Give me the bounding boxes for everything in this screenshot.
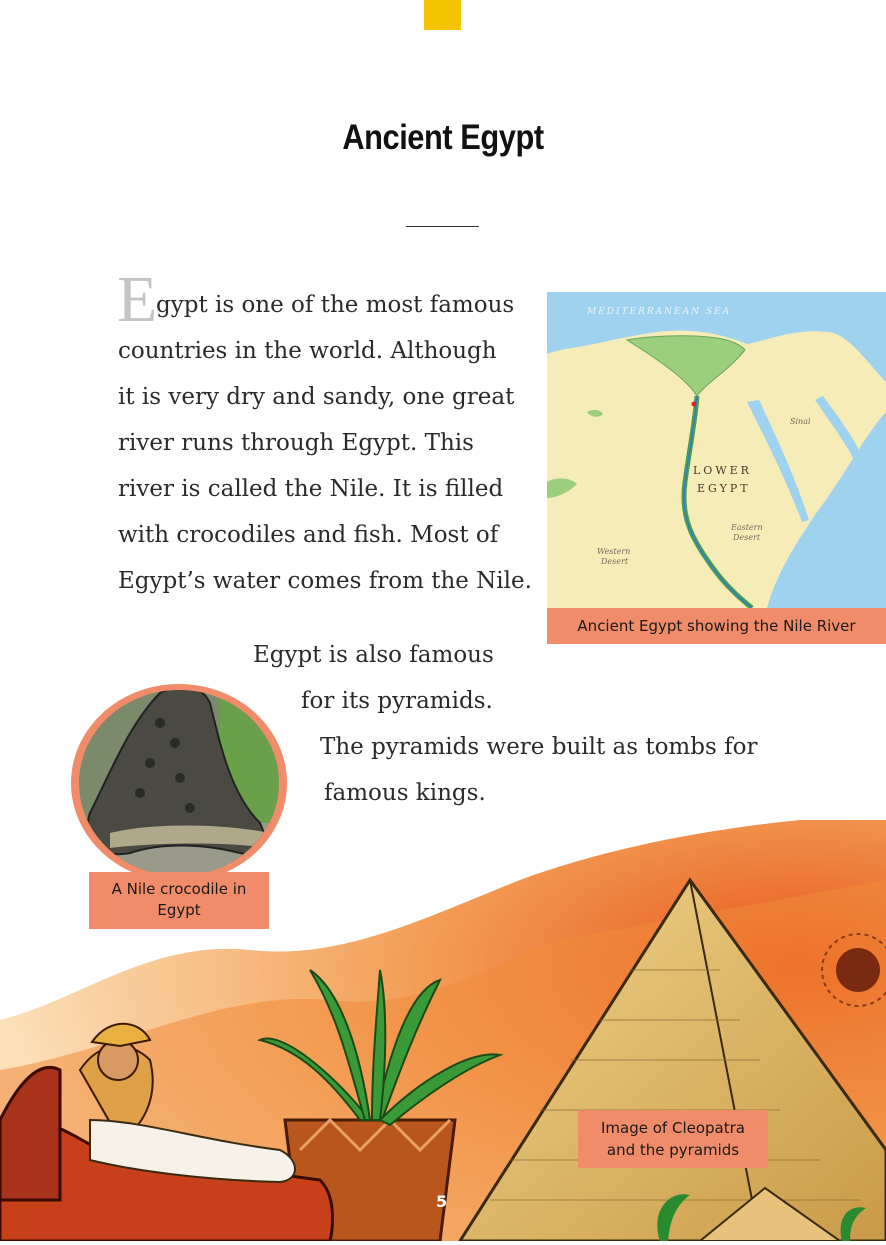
map-western-label: Western <box>597 547 631 556</box>
intro-line: river runs through Egypt. This <box>118 430 474 456</box>
pyramids-line: famous kings. <box>324 780 486 806</box>
intro-line: with crocodiles and fish. Most of <box>118 522 499 548</box>
scene-caption <box>578 1110 768 1168</box>
drop-cap: E <box>117 263 158 336</box>
map-sinai-label: Sinai <box>790 417 811 426</box>
scene-caption-line: Image of Cleopatra <box>601 1119 745 1137</box>
scene-caption-line: and the pyramids <box>606 1141 740 1159</box>
page-number: 5 <box>436 1192 448 1211</box>
pyramids-line: The pyramids were built as tombs for <box>320 734 758 760</box>
intro-line: it is very dry and sandy, one great <box>118 384 515 410</box>
map-eastern-desert-label: Desert <box>733 533 761 542</box>
pyramids-line: Egypt is also famous <box>253 642 494 668</box>
crocodile-caption-line: A Nile crocodile in <box>111 880 247 898</box>
crocodile-caption <box>89 872 269 929</box>
crocodile-caption-line: Egypt <box>157 901 201 919</box>
crocodile-photo <box>70 683 288 883</box>
map-egypt-label: EGYPT <box>697 482 751 495</box>
nile-map-image <box>547 292 886 608</box>
map-eastern-label: Eastern <box>731 523 763 532</box>
top-color-tab <box>424 0 461 30</box>
page-title: Ancient Egypt <box>342 118 544 157</box>
map-lower-label: LOWER <box>693 464 752 477</box>
intro-line: countries in the world. Although <box>118 338 497 364</box>
title-divider <box>406 226 479 227</box>
map-sea-label: MEDITERRANEAN SEA <box>587 307 732 317</box>
map-caption: Ancient Egypt showing the Nile River <box>547 608 886 644</box>
intro-line: gypt is one of the most famous <box>156 292 515 318</box>
map-western-desert-label: Desert <box>601 557 629 566</box>
pyramids-line: for its pyramids. <box>301 688 493 714</box>
intro-line: Egypt’s water comes from the Nile. <box>118 568 532 594</box>
intro-line: river is called the Nile. It is filled <box>118 476 504 502</box>
